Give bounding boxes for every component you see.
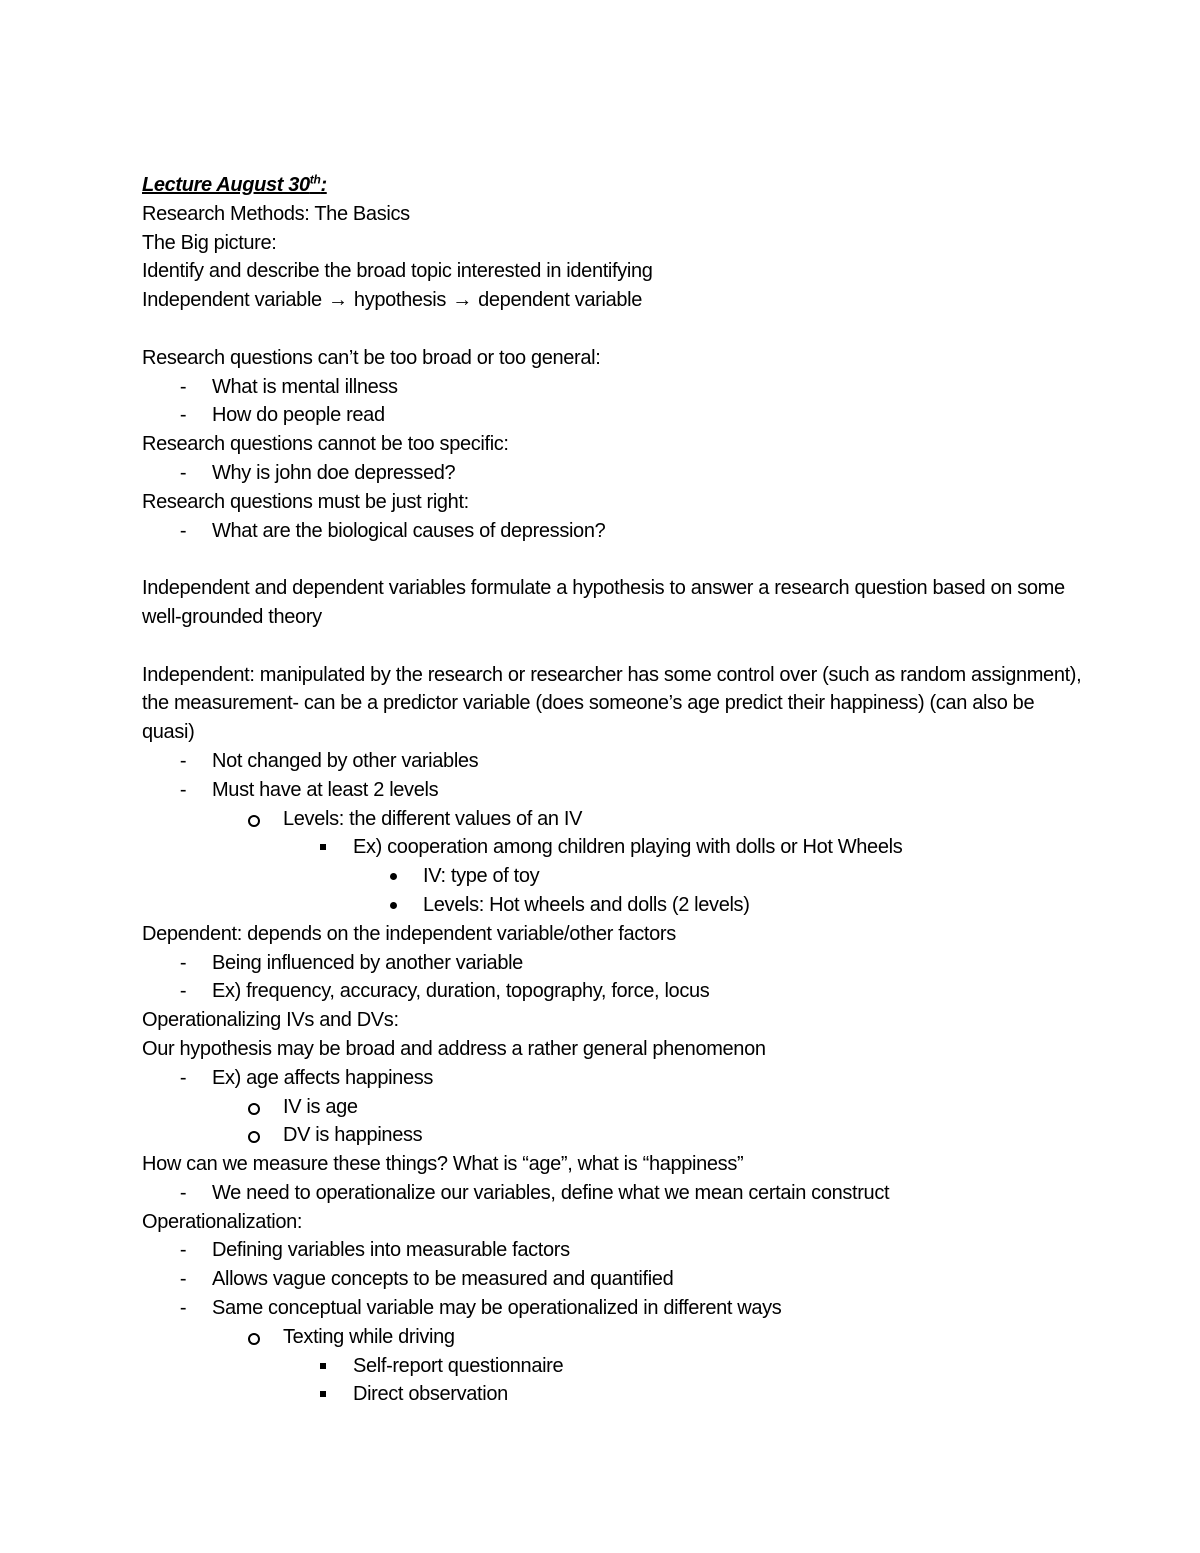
list-item: Self-report questionnaire	[142, 1352, 1082, 1381]
list-item: DV is happiness	[142, 1121, 1082, 1150]
list-item: - Being influenced by another variable	[142, 949, 1082, 978]
dash-bullet-icon	[174, 1236, 192, 1265]
list-item: - Why is john doe depressed?	[142, 459, 1082, 488]
list-item: - Ex) frequency, accuracy, duration, topography, force, locus	[142, 977, 1082, 1006]
flow-line	[142, 286, 1082, 315]
indep-dep-paragraph: Independent and dependent variables formulate a hypothesis to answer a research question based on some well-grounded theory	[142, 577, 1065, 628]
dash-bullet-icon	[174, 1265, 192, 1294]
dash-bullet-icon	[174, 949, 192, 978]
list-item: - How do people read	[142, 401, 1082, 430]
independent-paragraph: Independent: manipulated by the research or researcher has some control over (such as random assignment), the measurement- can be a predictor variable (does someone’s age predict their happiness) (can also be quasi)	[142, 663, 1082, 744]
list-item: IV: type of toy	[142, 862, 1082, 891]
list-item: - Ex) age affects happiness	[142, 1064, 1082, 1093]
circle-bullet-icon	[248, 1333, 260, 1345]
dash-bullet-icon	[174, 1294, 192, 1323]
right-arrow-icon: →	[328, 289, 348, 312]
dash-bullet-icon	[174, 1064, 192, 1093]
dot-bullet-icon	[390, 902, 397, 909]
list-item: Texting while driving	[142, 1323, 1082, 1352]
list-item: - What is mental illness	[142, 373, 1082, 402]
dash-bullet-icon	[174, 373, 192, 402]
list-item: Ex) cooperation among children playing with dolls or Hot Wheels	[142, 833, 1082, 862]
operationalization-heading: Operationalization:	[142, 1210, 303, 1233]
blank-line	[142, 545, 1082, 574]
dependent-heading: Dependent: depends on the independent variable/other factors	[142, 922, 676, 945]
blank-line	[142, 632, 1082, 661]
flow-dependent: dependent variable	[478, 289, 642, 312]
list-item: Levels: the different values of an IV	[142, 805, 1082, 834]
list-item: - We need to operationalize our variables, define what we mean certain construct	[142, 1179, 1082, 1208]
dash-bullet-icon	[174, 517, 192, 546]
square-bullet-icon	[320, 1363, 326, 1369]
operationalizing-heading: Operationalizing IVs and DVs:	[142, 1009, 399, 1032]
dash-bullet-icon	[174, 1179, 192, 1208]
blank-line	[142, 315, 1082, 344]
list-item: - Defining variables into measurable factors	[142, 1236, 1082, 1265]
circle-bullet-icon	[248, 1103, 260, 1115]
circle-bullet-icon	[248, 815, 260, 827]
dash-bullet-icon	[174, 459, 192, 488]
lecture-title-line	[142, 171, 1082, 200]
list-item: Levels: Hot wheels and dolls (2 levels)	[142, 891, 1082, 920]
dash-bullet-icon	[174, 977, 192, 1006]
flow-independent: Independent variable	[142, 289, 322, 312]
lecture-title: Lecture August 30th:	[142, 172, 327, 196]
dash-bullet-icon	[174, 747, 192, 776]
right-arrow-icon: →	[452, 289, 472, 312]
document-page	[142, 171, 1082, 1409]
list-item: Direct observation	[142, 1380, 1082, 1409]
list-item: - Same conceptual variable may be operationalized in different ways	[142, 1294, 1082, 1323]
list-item: - What are the biological causes of depression?	[142, 517, 1082, 546]
list-item: - Allows vague concepts to be measured and quantified	[142, 1265, 1082, 1294]
rq-right-heading: Research questions must be just right:	[142, 490, 469, 513]
flow-hypothesis: hypothesis	[353, 289, 447, 312]
list-item: IV is age	[142, 1093, 1082, 1122]
dot-bullet-icon	[390, 873, 397, 880]
hypothesis-line: Our hypothesis may be broad and address a rather general phenomenon	[142, 1037, 766, 1060]
list-item: - Must have at least 2 levels	[142, 776, 1082, 805]
title-superscript: th	[309, 172, 321, 187]
circle-bullet-icon	[248, 1131, 260, 1143]
identify-line: Identify and describe the broad topic interested in identifying	[142, 260, 653, 283]
rq-broad-heading: Research questions can’t be too broad or too general:	[142, 346, 601, 369]
rq-specific-heading: Research questions cannot be too specific:	[142, 433, 509, 456]
dash-bullet-icon	[174, 401, 192, 430]
big-picture-heading: The Big picture:	[142, 231, 277, 254]
subtitle: Research Methods: The Basics	[142, 202, 410, 225]
square-bullet-icon	[320, 1391, 326, 1397]
square-bullet-icon	[320, 844, 326, 850]
dash-bullet-icon	[174, 776, 192, 805]
list-item: - Not changed by other variables	[142, 747, 1082, 776]
measure-question: How can we measure these things? What is “age”, what is “happiness”	[142, 1153, 744, 1176]
